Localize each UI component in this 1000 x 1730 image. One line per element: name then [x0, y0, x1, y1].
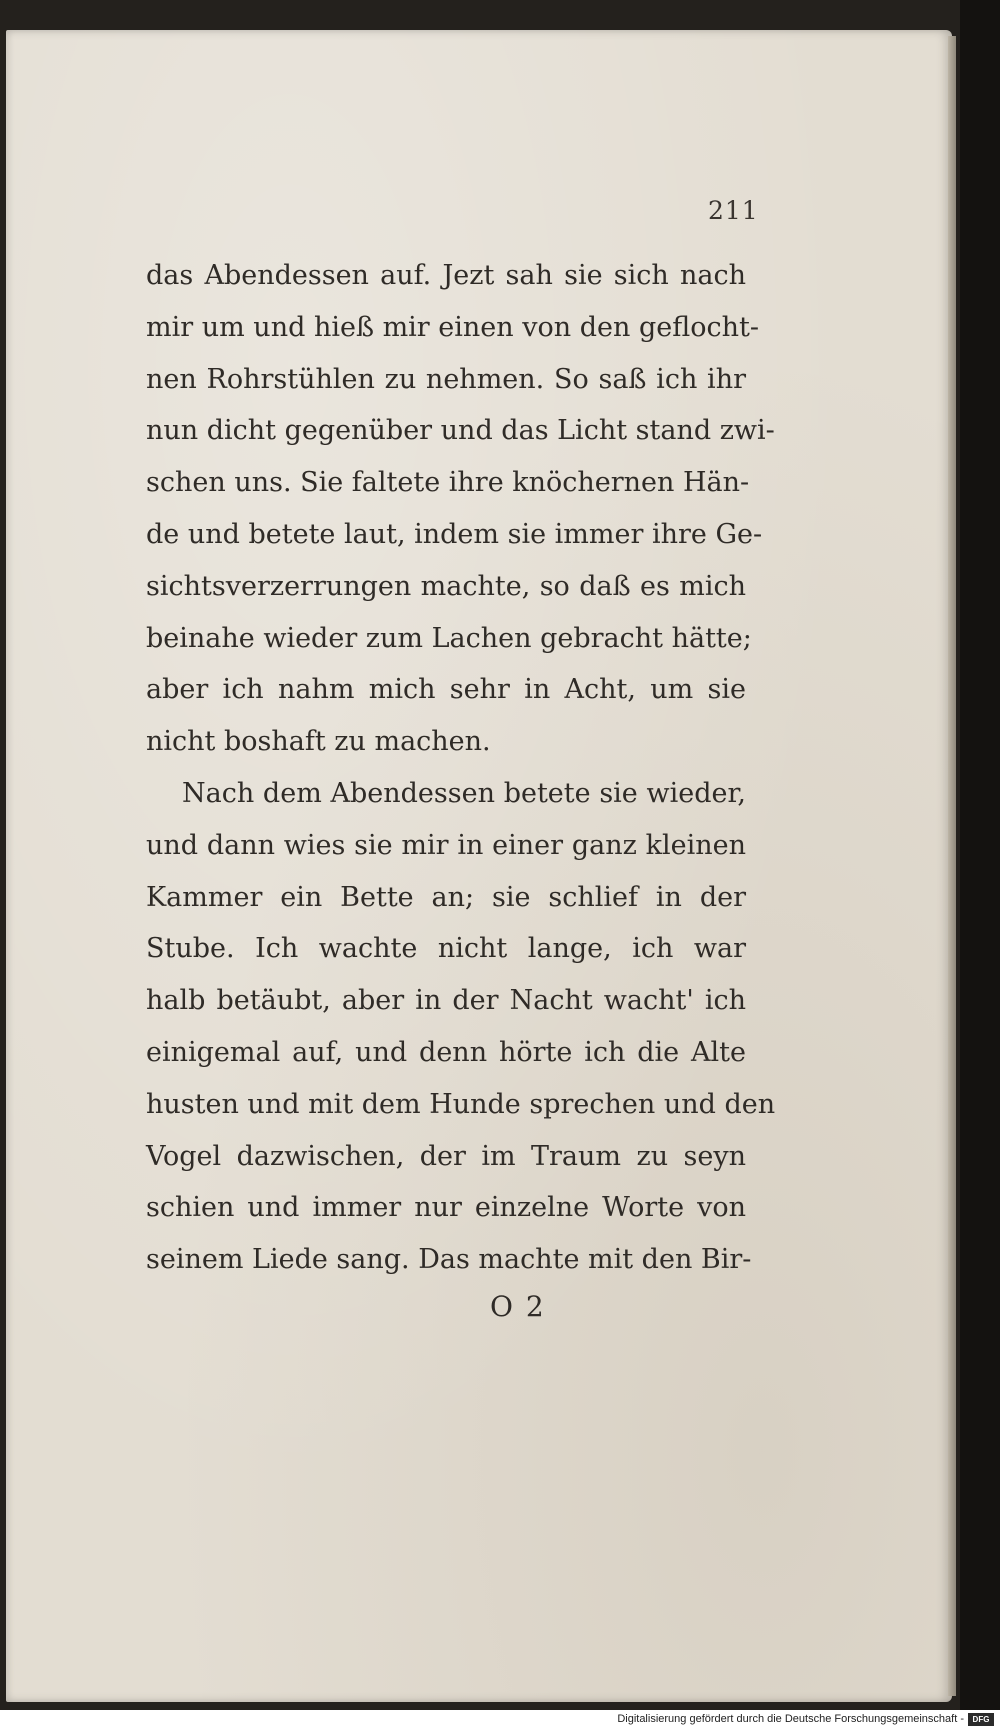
text-line: nen Rohrstühlen zu nehmen. So saß ich ihr [146, 363, 746, 395]
text-line: und dann wies sie mir in einer ganz kleinen [146, 829, 746, 861]
text-line: seinem Liede sang. Das machte mit den Bir- [146, 1244, 752, 1276]
text-line: Stube. Ich wachte nicht lange, ich war [146, 933, 746, 965]
text-line: einigemal auf, und denn hörte ich die Alte [146, 1036, 746, 1068]
text-line: das Abendessen auf. Jezt sah sie sich nach [146, 260, 746, 291]
page-edge [948, 36, 956, 1696]
text-line: nun dicht gegenüber und das Licht stand zwi- [146, 415, 775, 447]
text-line: Nach dem Abendessen betete sie wieder, [182, 777, 746, 809]
text-line: Vogel dazwischen, der im Traum zu seyn [146, 1140, 746, 1172]
text-line: schen uns. Sie faltete ihre knöchernen Hän- [146, 467, 750, 499]
text-line: de und betete laut, indem sie immer ihre Ge- [146, 518, 763, 550]
text-line: husten und mit dem Hunde sprechen und den [146, 1088, 776, 1120]
footer-credit: Digitalisierung gefördert durch die Deutsche Forschungsgemeinschaft - [617, 1713, 964, 1725]
text-line: Kammer ein Bette an; sie schlief in der [146, 881, 746, 913]
text-line: sichtsverzerrungen machte, so daß es mich [146, 570, 746, 602]
footer-bar [0, 1710, 1000, 1730]
text-line: aber ich nahm mich sehr in Acht, um sie [146, 674, 746, 706]
text-line: schien und immer nur einzelne Worte von [146, 1192, 746, 1224]
scan-border [960, 0, 1000, 1710]
text-line: beinahe wieder zum Lachen gebracht hätte; [146, 622, 752, 654]
body-text [146, 250, 776, 1286]
page-number: 211 [708, 196, 759, 225]
dfg-logo: DFG [968, 1713, 994, 1726]
text-line: mir um und hieß mir einen von den geflocht- [146, 311, 759, 343]
text-line: halb betäubt, aber in der Nacht wacht' ich [146, 985, 746, 1017]
signature-mark: O 2 [490, 1290, 546, 1323]
text-line: nicht boshaft zu machen. [146, 726, 491, 758]
